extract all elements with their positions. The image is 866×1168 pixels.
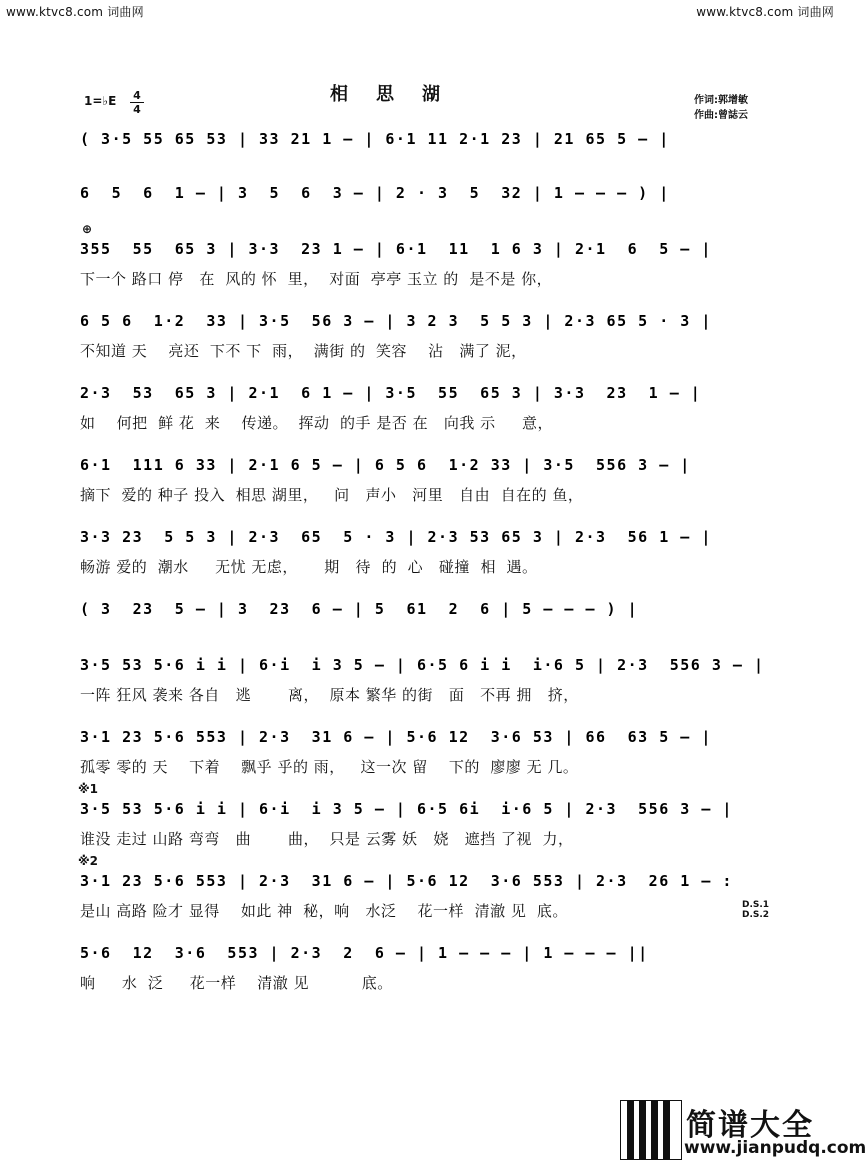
lyricist-credit: 作词:郭增敏 xyxy=(694,95,748,106)
notation-row: 3·3 23 5 5 3 | 2·3 65 5 · 3 | 2·3 53 65 3 | 2·3 56 1 – | xyxy=(80,528,712,546)
lyric-row: 如 何把 鲜 花 来 传递。 挥动 的手 是否 在 向我 示 意， xyxy=(80,414,554,432)
notation-row: 355 55 65 3 | 3·3 23 1 – | 6·1 11 1 6 3 | 2·1 6 5 – | xyxy=(80,240,712,258)
segno-1-mark: ※1 xyxy=(78,782,99,796)
lyric-row: 响 水 泛 花一样 清澈 见 底。 xyxy=(80,974,393,992)
lyric-row: 摘下 爱的 种子 投入 相思 湖里， 问 声小 河里 自由 自在的 鱼， xyxy=(80,486,584,504)
piano-keys-icon xyxy=(620,1100,682,1160)
dal-segno-mark: D.S.1 D.S.2 xyxy=(742,900,770,920)
notation-row: 6·1 111 6 33 | 2·1 6 5 – | 6 5 6 1·2 33 | 3·5 556 3 – | xyxy=(80,456,691,474)
lyric-row: 不知道 天 亮还 下不 下 雨， 满街 的 笑容 沾 满了 泥， xyxy=(80,342,527,360)
lyric-row: 畅游 爱的 潮水 无忧 无虑， 期 待 的 心 碰撞 相 遇。 xyxy=(80,558,538,576)
notation-row: ( 3 23 5 – | 3 23 6 – | 5 61 2 6 | 5 – – – ) | xyxy=(80,600,639,618)
lyric-row: 孤零 零的 天 下着 飘乎 乎的 雨， 这一次 留 下的 廖廖 无 几。 xyxy=(80,758,579,776)
lyric-row: 下一个 路口 停 在 风的 怀 里， 对面 亭亭 玉立 的 是不是 你， xyxy=(80,270,553,288)
notation-row: 2·3 53 65 3 | 2·1 6 1 – | 3·5 55 65 3 | 3·3 23 1 – | xyxy=(80,384,702,402)
lyric-row: 是山 高路 险才 显得 如此 神 秘，响 水泛 花一样 清澈 见 底。 xyxy=(80,902,568,920)
notation-row: ( 3·5 55 65 53 | 33 21 1 – | 6·1 11 2·1 23 | 21 65 5 – | xyxy=(80,130,670,148)
notation-row: 3·5 53 5·6 i i | 6·i i 3 5 – | 6·5 6 i i i·6 5 | 2·3 556 3 – | xyxy=(80,656,765,674)
jianpudq-logo xyxy=(620,1100,866,1160)
site-watermark-right: www.ktvc8.com 词曲网 xyxy=(696,5,834,19)
composer-credit: 作曲:曾誌云 xyxy=(694,110,748,121)
time-sig-bottom: 4 xyxy=(133,103,141,116)
song-title: 相思湖 xyxy=(330,84,468,105)
notation-row: 6 5 6 1 – | 3 5 6 3 – | 2 · 3 5 32 | 1 – – – ) | xyxy=(80,184,670,202)
time-sig-top: 4 xyxy=(133,89,141,102)
logo-title: 简谱大全 xyxy=(686,1108,814,1143)
lyric-row: 谁没 走过 山路 弯弯 曲 曲， 只是 云雾 妖 娆 遮挡 了视 力， xyxy=(80,830,574,848)
segno-2-mark: ※2 xyxy=(78,854,99,868)
notation-row: 5·6 12 3·6 553 | 2·3 2 6 – | 1 – – – | 1 – – – || xyxy=(80,944,649,962)
notation-row: 3·5 53 5·6 i i | 6·i i 3 5 – | 6·5 6i i·6 5 | 2·3 556 3 – | xyxy=(80,800,733,818)
key-signature: 1=♭E xyxy=(84,94,117,108)
time-signature xyxy=(130,90,144,115)
notation-row: 3·1 23 5·6 553 | 2·3 31 6 – | 5·6 12 3·6 553 | 2·3 26 1 – : xyxy=(80,872,733,890)
coda-mark: ⊕ xyxy=(82,222,93,236)
site-watermark-left: www.ktvc8.com 词曲网 xyxy=(6,5,144,19)
notation-row: 3·1 23 5·6 553 | 2·3 31 6 – | 5·6 12 3·6 53 | 66 63 5 – | xyxy=(80,728,712,746)
lyric-row: 一阵 狂风 袭来 各自 逃 离， 原本 繁华 的街 面 不再 拥 挤， xyxy=(80,686,579,704)
logo-url: www.jianpudq.com xyxy=(684,1138,866,1158)
notation-row: 6 5 6 1·2 33 | 3·5 56 3 – | 3 2 3 5 5 3 | 2·3 65 5 · 3 | xyxy=(80,312,712,330)
